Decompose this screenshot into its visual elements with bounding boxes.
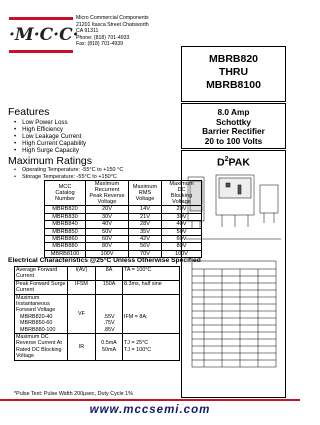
header-text: Recurrent [94, 187, 120, 194]
header-text: RMS [138, 190, 152, 197]
part-number-box [181, 46, 286, 102]
feature-item: • High Current Capability [14, 141, 86, 148]
table-cell: 70V [129, 250, 162, 257]
condition-text: TJ = 25°C [124, 340, 149, 347]
spec-current: 8.0 Amp [217, 107, 250, 117]
pulse-test-note: *Pulse Test: Pulse Width 200µsec, Duty Cycle 1% [14, 391, 133, 397]
rating-item: • Operating Temperature: -55°C to +150 °C [14, 167, 123, 174]
table-row [15, 294, 180, 333]
param-text: Maximum DC [16, 334, 49, 341]
header-text: Catalog [55, 190, 75, 197]
company-address [76, 15, 178, 48]
param-cell [15, 294, 68, 333]
feature-item: • High Surge Capacity [14, 148, 86, 155]
table-cell: 80V [162, 243, 202, 250]
table-cell: 21V [129, 213, 162, 220]
table-row [45, 228, 202, 235]
table-row [45, 243, 202, 250]
package-title-sup: 2 [224, 156, 229, 163]
feature-item: • High Efficiency [14, 127, 86, 134]
max-ratings-table [44, 180, 202, 258]
spec-type: Schottky [215, 116, 252, 127]
electrical-title: Electrical Characteristics @25°C Unless Otherwise Specified [8, 257, 201, 264]
symbol-cell: IFSM [68, 280, 96, 294]
rating-item: • Storage Temperature: -55°C to +150°C [14, 174, 123, 181]
value-cell [96, 334, 123, 361]
website-link[interactable]: www.mccsemi.com [89, 404, 211, 416]
value-cell: 150A [96, 280, 123, 294]
table-cell: 50V [162, 228, 202, 235]
table-cell: MBRB880 [45, 243, 86, 250]
table-cell: 28V [129, 221, 162, 228]
table-row [45, 213, 202, 220]
header-text: Voltage [97, 199, 117, 206]
condition-text: IFM = 8A; [124, 313, 148, 320]
footer-bar [0, 399, 300, 401]
header-text: Blocking [170, 193, 193, 200]
table-cell: 30V [86, 213, 129, 220]
value-cell [96, 294, 123, 333]
condition-text: TJ = 100°C [124, 346, 152, 353]
address-line: 21201 Itasca Street Chatsworth [76, 21, 149, 28]
table-cell: MBRB850 [45, 228, 86, 235]
condition-cell [123, 294, 180, 333]
header-text: MCC [58, 184, 72, 191]
param-text: MBRB820-40 [20, 313, 53, 320]
table-header-row [45, 181, 202, 206]
table-cell: 60V [162, 236, 202, 243]
company-logo [9, 14, 79, 58]
value-cell: 8A [96, 267, 123, 281]
condition-cell: TA = 100°C [123, 267, 180, 281]
table-cell: 100V [162, 250, 202, 257]
spec-device: Barrier Rectifier [202, 126, 265, 136]
header-cell [86, 181, 129, 206]
table-cell: MBRB8100 [45, 250, 86, 257]
table-row [15, 267, 180, 281]
header-text: Number [55, 196, 75, 203]
table-cell: MBRB840 [45, 221, 86, 228]
features-title: Features [8, 106, 50, 118]
table-cell: MBRB830 [45, 213, 86, 220]
condition-cell: 8.3ms, half sine [123, 280, 180, 294]
table-row [15, 334, 180, 361]
symbol-cell: IR [68, 334, 96, 361]
table-cell: 80V [86, 243, 129, 250]
value-text: .85V [103, 326, 115, 333]
table-cell: 56V [129, 243, 162, 250]
header-text: DC [177, 187, 186, 194]
param-text: Average Forward [16, 267, 58, 273]
param-text: Forward Voltage [16, 307, 56, 314]
header-text: Maximum [169, 181, 194, 187]
electrical-table [14, 266, 180, 361]
logo-bottom-bar [9, 50, 73, 53]
param-text: Current [16, 273, 34, 280]
feature-item: • Low Leakage Current [14, 134, 86, 141]
param-text: Voltage [16, 353, 34, 360]
value-text: .75V [103, 320, 115, 327]
value-text: 50mA [101, 346, 117, 353]
header-text: Maximum [94, 181, 120, 187]
param-text: Reverse Current At [16, 340, 62, 347]
package-title-suffix: PAK [228, 156, 250, 169]
table-row [45, 206, 202, 213]
spec-voltage: 20 to 100 Volts [204, 135, 263, 146]
param-text: Instantaneous [16, 301, 50, 308]
value-text: .55V [103, 313, 115, 320]
part-number-start: MBRB820 [208, 53, 258, 65]
logo-top-bar [9, 17, 73, 20]
param-cell [15, 267, 68, 281]
package-title-d: D [217, 156, 225, 169]
param-text: MBRB850-60 [20, 320, 53, 327]
table-cell: 50V [86, 228, 129, 235]
symbol-cell: VF [68, 294, 96, 333]
table-cell: 100V [86, 250, 129, 257]
part-number-thru: THRU [218, 66, 249, 78]
features-list [14, 120, 86, 155]
address-line: CA 91311 [76, 28, 99, 35]
header-text: Peak Reverse [89, 193, 125, 200]
feature-item: • Low Power Loss [14, 120, 86, 127]
header-text: Voltage [135, 196, 155, 203]
table-cell: 40V [86, 221, 129, 228]
header-text: Maximum [132, 184, 158, 191]
table-cell: 14V [129, 206, 162, 213]
header-cell [162, 181, 202, 206]
table-row [15, 280, 180, 294]
header-text: Voltage [172, 199, 191, 206]
value-text: 0.5mA [101, 340, 117, 347]
symbol-cell: I(AV) [68, 267, 96, 281]
table-row [45, 236, 202, 243]
logo-text: ·M·C·C· [9, 25, 79, 45]
param-text: Rated DC Blocking [16, 346, 62, 353]
table-cell: 35V [129, 228, 162, 235]
address-line: Micro Commercial Components [76, 15, 149, 21]
param-text: Maximum [16, 294, 40, 301]
param-cell [15, 280, 68, 294]
part-number-end: MBRB8100 [206, 79, 261, 91]
condition-cell [123, 334, 180, 361]
header-cell [45, 181, 86, 206]
param-text: Current [16, 287, 34, 294]
table-cell: 60V [86, 236, 129, 243]
param-text: Peak Forward Surge [16, 280, 66, 287]
max-ratings-title: Maximum Ratings [8, 155, 93, 167]
table-cell: 20V [86, 206, 129, 213]
max-ratings-list [14, 167, 123, 180]
table-cell: MBRB860 [45, 236, 86, 243]
header-cell [129, 181, 162, 206]
table-cell: MBRB820 [45, 206, 86, 213]
table-cell: 20V [162, 206, 202, 213]
table-cell: 30V [162, 213, 202, 220]
address-line: Fax: (818) 701-4939 [76, 41, 124, 48]
table-cell: 42V [129, 236, 162, 243]
table-row [45, 221, 202, 228]
param-text: MBRB880-100 [20, 326, 56, 333]
table-cell: 40V [162, 221, 202, 228]
address-line: Phone: (818) 701-4933 [76, 34, 130, 41]
param-cell [15, 334, 68, 361]
spec-summary-box [181, 103, 286, 149]
